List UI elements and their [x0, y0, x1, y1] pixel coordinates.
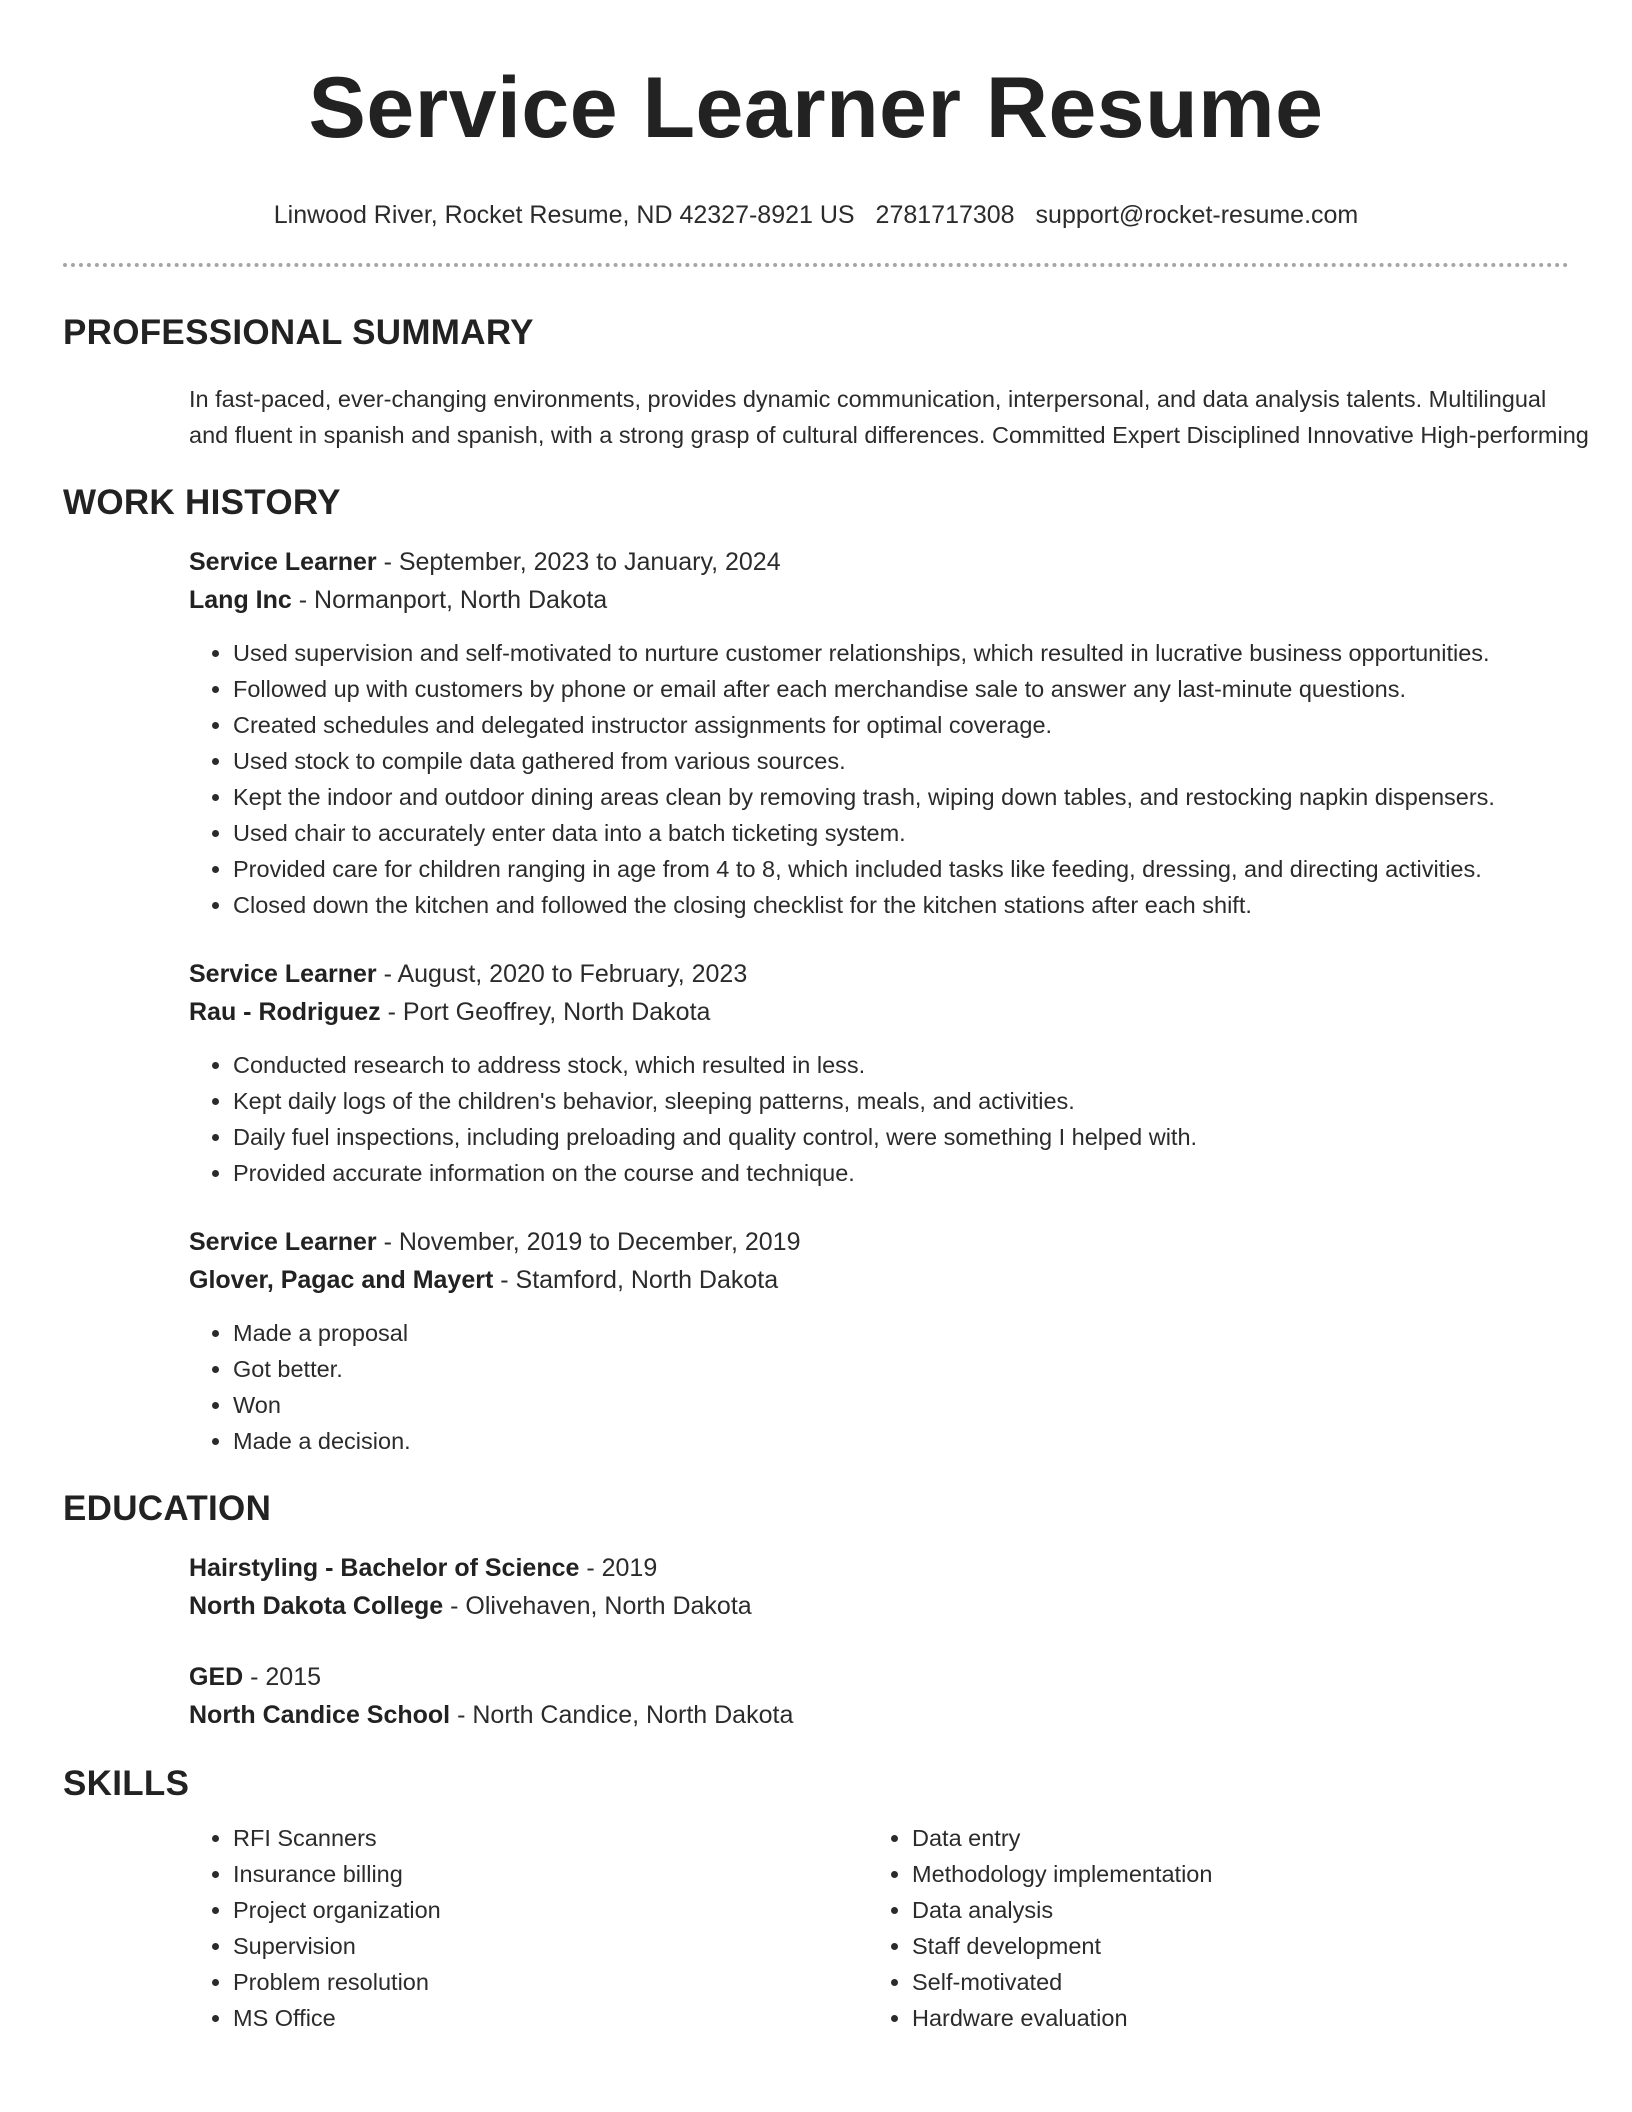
education-heading: EDUCATION [63, 1489, 272, 1528]
skills-heading: SKILLS [63, 1764, 190, 1803]
contact-phone: 2781717308 [875, 201, 1015, 229]
contact-address: Linwood River, Rocket Resume, ND 42327-8921 US [273, 201, 855, 229]
job-location: - Port Geoffrey, North Dakota [380, 998, 711, 1026]
list-item: • Used stock to compile data gathered from various sources. [233, 743, 1569, 779]
job-role: Service Learner [189, 960, 377, 988]
job-dates: - November, 2019 to December, 2019 [376, 1228, 801, 1256]
skill-item: • Insurance billing [233, 1856, 868, 1892]
job-bullets [189, 635, 1569, 923]
list-item: • Created schedules and delegated instructor assignments for optimal coverage. [233, 707, 1569, 743]
job-entry [189, 955, 1569, 1191]
job-location: - Normanport, North Dakota [291, 586, 608, 614]
education-degree-line [189, 1549, 1569, 1587]
skill-item: • Staff development [912, 1928, 1547, 1964]
skill-item: • Problem resolution [233, 1964, 868, 2000]
job-entry [189, 1223, 1569, 1459]
contact-email: support@rocket-resume.com [1035, 201, 1359, 229]
education-school: North Dakota College [189, 1592, 444, 1620]
list-item: • Used supervision and self-motivated to nurture customer relationships, which resulted in lucrative business opportunities. [233, 635, 1569, 671]
job-company-line [189, 993, 1569, 1031]
skill-item: • Project organization [233, 1892, 868, 1928]
list-item: • Closed down the kitchen and followed the closing checklist for the kitchen stations after each shift. [233, 887, 1569, 923]
list-item: • Kept the indoor and outdoor dining areas clean by removing trash, wiping down tables, and restocking napkin dispensers. [233, 779, 1569, 815]
job-company: Glover, Pagac and Mayert [189, 1266, 494, 1294]
education-entry [189, 1549, 1569, 1625]
education-school-line [189, 1587, 1569, 1625]
education-degree: GED [189, 1663, 244, 1691]
job-bullets [189, 1315, 1569, 1459]
skills-list-right [868, 1820, 1547, 2036]
summary-heading: PROFESSIONAL SUMMARY [63, 313, 534, 352]
education-location: - Olivehaven, North Dakota [443, 1592, 752, 1620]
job-entry [189, 543, 1569, 923]
list-item: • Provided care for children ranging in age from 4 to 8, which included tasks like feeding, dressing, and directing activities. [233, 851, 1569, 887]
summary-text: In fast-paced, ever-changing environments, provides dynamic communication, interpersonal, and data analysis talents. Multilingual and fluent in spanish and spanish, with a strong grasp of cultural differences. Committed Expert Disciplined Innovative High-performing [189, 386, 1589, 448]
list-item: • Followed up with customers by phone or email after each merchandise sale to answer any last-minute questions. [233, 671, 1569, 707]
job-location: - Stamford, North Dakota [493, 1266, 779, 1294]
job-role: Service Learner [189, 1228, 377, 1256]
work-history-heading: WORK HISTORY [63, 483, 341, 522]
skill-item: • Data entry [912, 1820, 1547, 1856]
job-company: Lang Inc [189, 586, 292, 614]
education-school-line [189, 1696, 1569, 1734]
job-title-line [189, 1223, 1569, 1261]
list-item: • Won [233, 1387, 1569, 1423]
education-entry [189, 1658, 1569, 1734]
job-company-line [189, 1261, 1569, 1299]
job-title-line [189, 543, 1569, 581]
education-year: - 2019 [579, 1554, 658, 1582]
skills-columns [189, 1820, 1569, 2036]
skill-item: • Methodology implementation [912, 1856, 1547, 1892]
skill-item: • Hardware evaluation [912, 2000, 1547, 2036]
skills-list-left [189, 1820, 868, 2036]
skill-item: • Supervision [233, 1928, 868, 1964]
education-section [63, 1489, 1569, 1734]
job-dates: - August, 2020 to February, 2023 [376, 960, 748, 988]
list-item: • Daily fuel inspections, including preloading and quality control, were something I helped with. [233, 1119, 1569, 1155]
resume-title: Service Learner Resume [308, 60, 1324, 156]
list-item: • Conducted research to address stock, which resulted in less. [233, 1047, 1569, 1083]
education-location: - North Candice, North Dakota [450, 1701, 794, 1729]
list-item: • Made a proposal [233, 1315, 1569, 1351]
list-item: • Made a decision. [233, 1423, 1569, 1459]
education-year: - 2015 [243, 1663, 322, 1691]
job-dates: - September, 2023 to January, 2024 [376, 548, 781, 576]
job-role: Service Learner [189, 548, 377, 576]
job-title-line [189, 955, 1569, 993]
skills-section [63, 1764, 1569, 2036]
education-school: North Candice School [189, 1701, 451, 1729]
skill-item: • Self-motivated [912, 1964, 1547, 2000]
contact-line [0, 200, 1632, 230]
skill-item: • RFI Scanners [233, 1820, 868, 1856]
list-item: • Provided accurate information on the course and technique. [233, 1155, 1569, 1191]
summary-section [63, 313, 1589, 453]
education-degree-line [189, 1658, 1569, 1696]
header-divider [63, 263, 1569, 267]
list-item: • Got better. [233, 1351, 1569, 1387]
skill-item: • MS Office [233, 2000, 868, 2036]
work-history-section [63, 483, 1569, 1459]
job-bullets [189, 1047, 1569, 1191]
job-company-line [189, 581, 1569, 619]
education-degree: Hairstyling - Bachelor of Science [189, 1554, 580, 1582]
list-item: • Used chair to accurately enter data into a batch ticketing system. [233, 815, 1569, 851]
list-item: • Kept daily logs of the children's behavior, sleeping patterns, meals, and activities. [233, 1083, 1569, 1119]
job-company: Rau - Rodriguez [189, 998, 381, 1026]
skill-item: • Data analysis [912, 1892, 1547, 1928]
